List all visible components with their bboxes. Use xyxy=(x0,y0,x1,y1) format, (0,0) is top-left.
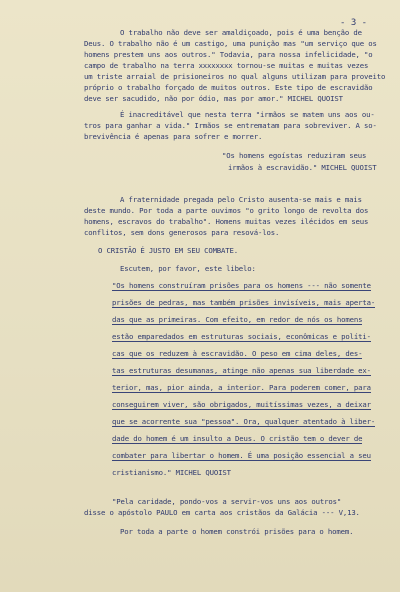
underlined-line: tas estruturas desumanas, atinge não apenas sua liberdade ex- xyxy=(112,366,371,375)
underlined-line: terior, mas, pior ainda, a interior. Para poderem comer, para xyxy=(112,383,371,392)
text-line: deste mundo. Por toda a parte ouvimos "o grito longo de revolta dos xyxy=(84,206,369,215)
text-line: homens, escravos do trabalho". Homens muitas vezes ilécidos em seus xyxy=(84,217,369,226)
underlined-line: estão emparedados em estruturas sociais, econômicas e políti- xyxy=(112,332,371,341)
text-line: Deus. O trabalho não é um castigo, uma punição mas "um serviço que os xyxy=(84,39,377,48)
text-line: Escutem, por favor, este libelo: xyxy=(120,264,256,273)
underlined-line: que se acorrente sua "pessoa". Ora, qualquer atentado à liber- xyxy=(112,417,376,426)
underlined-line: cas que os reduzem à escravidão. O peso em cima deles, des- xyxy=(112,349,363,358)
page-number: - 3 - xyxy=(340,18,368,28)
text-line: Por toda a parte o homem constrói prisões para o homem. xyxy=(120,527,354,536)
text-line: A fraternidade pregada pelo Cristo ausenta-se mais e mais xyxy=(120,195,362,204)
text-line: O trabalho não deve ser amaldiçoado, pois é uma benção de xyxy=(120,28,362,37)
text-line: tros para ganhar a vida." Irmãos se entrematam para sobreviver. A so- xyxy=(84,121,377,130)
underlined-line: das que as primeiras. Com efeito, em redor de nós os homens xyxy=(112,315,363,324)
text-line: É inacreditável que nesta terra "irmãos se matem uns aos ou- xyxy=(120,110,375,119)
text-line: cristianismo." MICHEL QUOIST xyxy=(112,468,231,477)
text-line: "Pela caridade, pondo-vos a servir-vos uns aos outros" xyxy=(112,497,342,506)
underlined-line: prisões de pedras, mas também prisões invisíveis, mais aperta- xyxy=(112,298,376,307)
underlined-line: conseguirem viver, são obrigados, muitíssimas vezes, a deixar xyxy=(112,400,371,409)
underlined-line: "Os homens construíram prisões para os homens --- não somente xyxy=(112,281,371,290)
text-line: conflitos, sem dons generosos para resová-los. xyxy=(84,228,280,237)
text-line: campo de trabalho na terra xxxxxxxx tornou-se muitas e muitas vezes xyxy=(84,61,369,70)
text-line: um triste arraial de prisioneiros no qual alguns utilizam para proveito xyxy=(84,72,386,81)
quote-line: irmãos à escravidão." MICHEL QUOIST xyxy=(228,163,377,172)
text-line: próprio o trabalho forçado de muitos outros. Este tipo de escravidão xyxy=(84,83,373,92)
underlined-line: combater para libertar o homem. É uma posição essencial a seu xyxy=(112,451,371,460)
quote-line: "Os homens egoístas reduziram seus xyxy=(222,151,367,160)
text-line: deve ser sacudido, não por ódio, mas por amor." MICHEL QUOIST xyxy=(84,94,343,103)
text-line: homens prestem uns aos outros." Todavia, para nossa infelicidade, "o xyxy=(84,50,373,59)
text-line: brevivência é apenas para sofrer e morrer. xyxy=(84,132,263,141)
section-heading: O CRISTÃO É JUSTO EM SEU COMBATE. xyxy=(98,246,239,255)
text-line: disse o apóstolo PAULO em carta aos cristãos da Galácia --- V,13. xyxy=(84,508,360,517)
underlined-line: dade do homem é um insulto a Deus. O cristão tem o dever de xyxy=(112,434,363,443)
